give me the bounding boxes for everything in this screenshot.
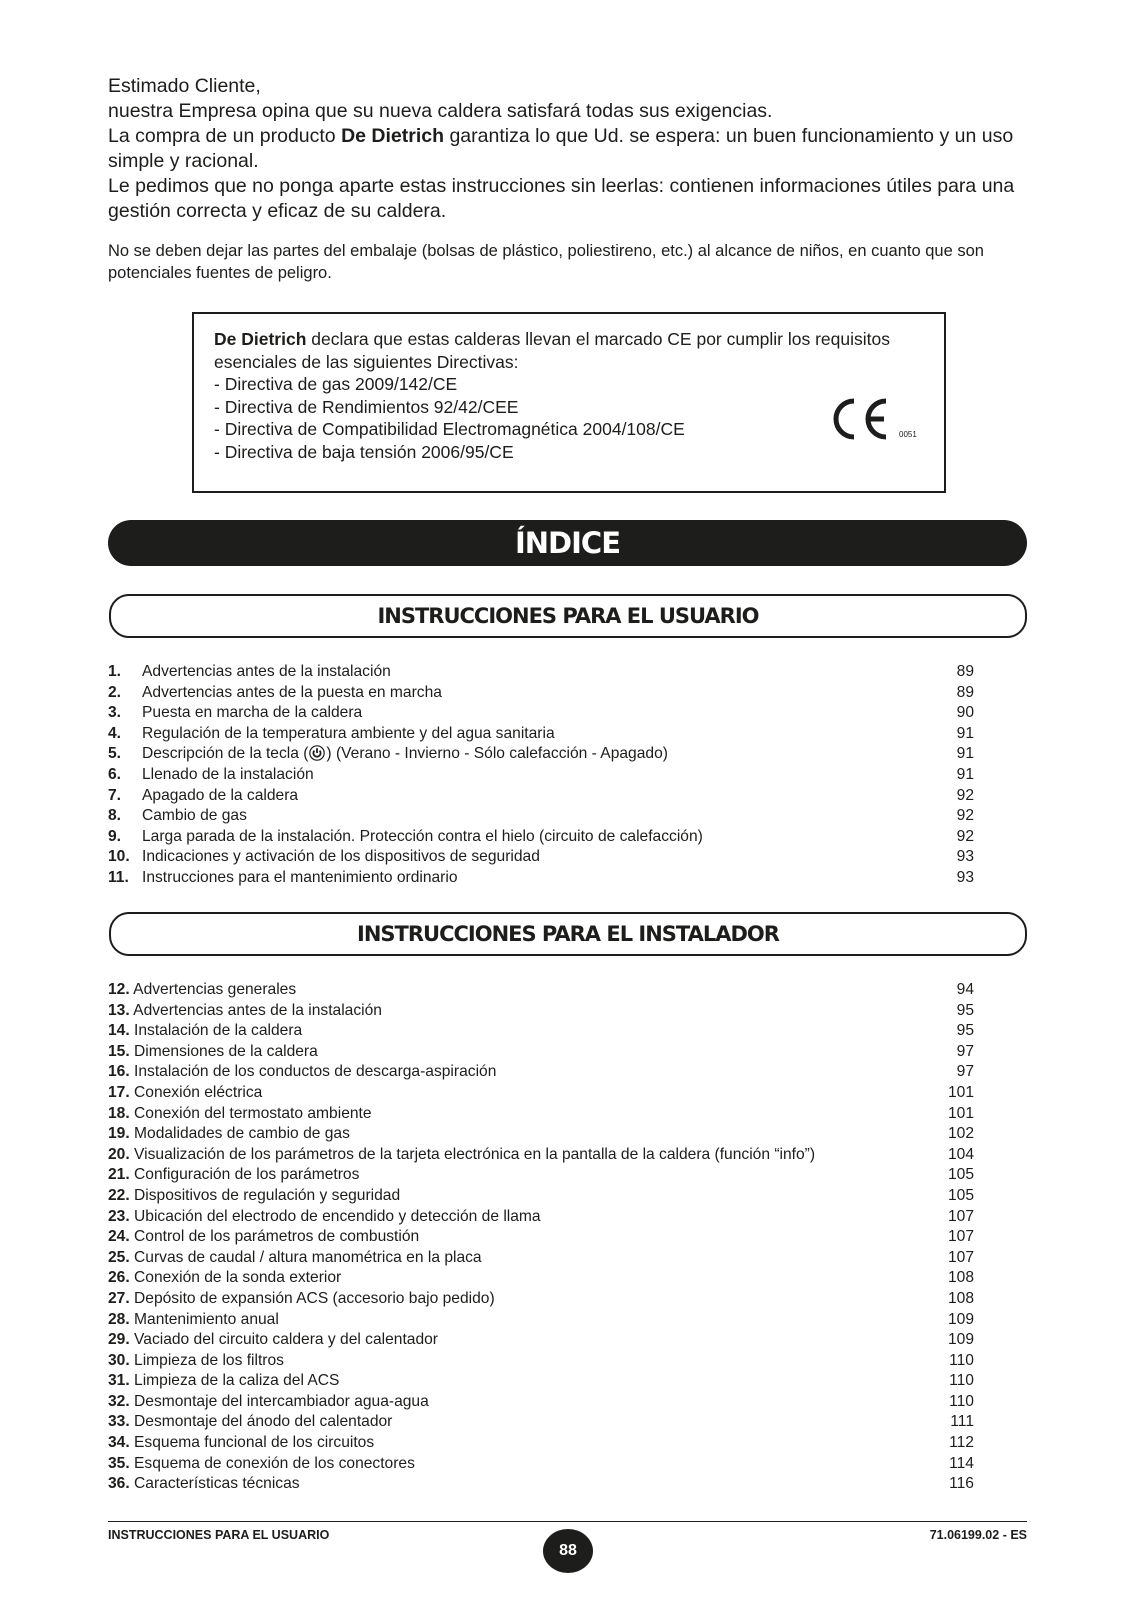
toc-item <box>108 847 974 868</box>
toc-page: 110 <box>949 1351 974 1369</box>
toc-title: Advertencias generales <box>133 981 297 998</box>
document-code: 71.06199.02 - ES <box>929 1528 1027 1542</box>
toc-page: 97 <box>956 1042 974 1060</box>
intro-line-2-post: garantiza lo que Ud. se espera: un buen funcionamiento y un uso simple y racional. <box>108 125 1014 172</box>
toc-item <box>108 1186 974 1207</box>
toc-item <box>108 1454 974 1475</box>
toc-number: 15. <box>108 1042 130 1060</box>
toc-item <box>108 703 974 724</box>
toc-page: 95 <box>956 1001 974 1019</box>
toc-title: Curvas de caudal / altura manométrica en la placa <box>134 1248 482 1266</box>
toc-title: Visualización de los parámetros de la tarjeta electrónica en la pantalla de la caldera (función “info”) <box>134 1145 816 1163</box>
directive-item: - Directiva de gas 2009/142/CE <box>214 374 458 394</box>
toc-title: Depósito de expansión ACS (accesorio bajo pedido) <box>134 1289 495 1307</box>
toc-title: Advertencias antes de la puesta en marcha <box>142 683 442 701</box>
toc-page: 90 <box>956 704 974 722</box>
toc-item <box>108 1207 974 1228</box>
intro-line-2-pre: La compra de un producto <box>108 125 342 147</box>
toc-title: Desmontaje del intercambiador agua-agua <box>134 1392 429 1410</box>
toc-title: Esquema funcional de los circuitos <box>134 1434 375 1452</box>
toc-item <box>108 1351 974 1372</box>
intro-line-3: Le pedimos que no ponga aparte estas instrucciones sin leerlas: contienen informaciones útiles para una gestión correcta y eficaz de su caldera. <box>108 175 1015 222</box>
toc-number: 1. <box>108 663 122 680</box>
ce-declaration-box <box>192 312 946 493</box>
toc-number: 26. <box>108 1269 130 1287</box>
packaging-warning: No se deben dejar las partes del embalaje (bolsas de plástico, poliestireno, etc.) al alcance de niños, en cuanto que son potenciales fuentes de peligro. <box>108 242 984 282</box>
toc-item <box>108 1474 974 1495</box>
toc-item <box>108 868 974 889</box>
toc-page: 93 <box>956 848 974 866</box>
toc-number: 14. <box>108 1022 130 1040</box>
toc-page: 93 <box>956 868 974 886</box>
installer-section-heading-label: INSTRUCCIONES PARA EL INSTALADOR <box>357 922 779 946</box>
toc-title: Conexión de la sonda exterior <box>134 1269 342 1287</box>
user-toc-list <box>108 662 974 889</box>
toc-title: Instalación de la caldera <box>134 1022 303 1040</box>
toc-page: 92 <box>956 786 974 804</box>
page-number: 88 <box>559 1542 577 1559</box>
toc-number: 30. <box>108 1351 130 1369</box>
toc-item <box>108 786 974 807</box>
toc-title: Vaciado del circuito caldera y del calentador <box>134 1331 438 1349</box>
toc-title: Larga parada de la instalación. Protección contra el hielo (circuito de calefacción) <box>142 827 703 845</box>
toc-title: Características técnicas <box>134 1475 300 1493</box>
toc-number: 11. <box>108 868 129 886</box>
toc-number: 21. <box>108 1166 130 1184</box>
toc-title: Cambio de gas <box>142 807 247 825</box>
toc-title: Modalidades de cambio de gas <box>134 1125 350 1143</box>
toc-number: 33. <box>108 1413 130 1431</box>
intro-line-2 <box>108 124 1038 174</box>
toc-number: 6. <box>108 765 122 783</box>
toc-title: Instrucciones para el mantenimiento ordinario <box>142 868 458 886</box>
index-title: ÍNDICE <box>514 526 620 560</box>
toc-number: 12. <box>108 981 130 998</box>
ce-text: declara que estas calderas llevan el marcado CE por cumplir los requisitos esenciales de las siguientes Directivas: <box>214 329 891 372</box>
footer-section-label: INSTRUCCIONES PARA EL USUARIO <box>108 1528 330 1542</box>
toc-title: Regulación de la temperatura ambiente y del agua sanitaria <box>142 724 555 742</box>
ce-declaration-text <box>214 328 924 373</box>
toc-page: 114 <box>949 1454 974 1472</box>
toc-title: Indicaciones y activación de los dispositivos de seguridad <box>142 848 540 866</box>
toc-item <box>108 806 974 827</box>
toc-item <box>108 827 974 848</box>
toc-title: Advertencias antes de la instalación <box>133 1001 382 1019</box>
page-number-badge <box>543 1529 593 1573</box>
toc-page: 110 <box>949 1372 974 1390</box>
toc-number: 9. <box>108 827 122 845</box>
intro-line-1: nuestra Empresa opina que su nueva caldera satisfará todas sus exigencias. <box>108 100 773 122</box>
ce-number: 0051 <box>899 430 917 439</box>
toc-item <box>108 1412 974 1433</box>
toc-page: 97 <box>956 1063 974 1081</box>
intro-text <box>108 74 1038 224</box>
toc-page: 107 <box>947 1248 974 1266</box>
installer-toc-list <box>108 980 974 1495</box>
toc-title: Puesta en marcha de la caldera <box>142 704 363 722</box>
toc-item <box>108 744 974 765</box>
toc-number: 23. <box>108 1207 130 1225</box>
toc-title: Configuración de los parámetros <box>134 1166 360 1184</box>
toc-number: 13. <box>108 1001 130 1019</box>
toc-number: 20. <box>108 1145 130 1163</box>
toc-item <box>108 1104 974 1125</box>
toc-item <box>108 1310 974 1331</box>
toc-item <box>108 1165 974 1186</box>
toc-page: 107 <box>947 1207 974 1225</box>
toc-title: Control de los parámetros de combustión <box>134 1228 420 1246</box>
toc-page: 95 <box>956 1022 974 1040</box>
footer-divider <box>108 1521 1027 1522</box>
toc-page: 110 <box>949 1392 974 1410</box>
user-section-heading-label: INSTRUCCIONES PARA EL USUARIO <box>377 604 759 628</box>
greeting: Estimado Cliente, <box>108 75 261 97</box>
toc-number: 19. <box>108 1125 130 1143</box>
toc-title: Mantenimiento anual <box>134 1310 279 1328</box>
toc-item <box>108 1021 974 1042</box>
toc-page: 102 <box>947 1125 974 1143</box>
toc-number: 4. <box>108 724 122 742</box>
toc-page: 91 <box>956 765 974 783</box>
toc-number: 27. <box>108 1289 130 1307</box>
toc-title: Advertencias antes de la instalación <box>142 663 391 680</box>
toc-item <box>108 1248 974 1269</box>
toc-number: 28. <box>108 1310 130 1328</box>
toc-page: 92 <box>956 827 974 845</box>
toc-item <box>108 980 974 1001</box>
toc-item <box>108 662 974 683</box>
toc-number: 24. <box>108 1228 130 1246</box>
toc-item <box>108 1042 974 1063</box>
toc-number: 10. <box>108 848 130 866</box>
toc-page: 105 <box>947 1166 974 1184</box>
toc-page: 94 <box>956 981 974 998</box>
toc-page: 104 <box>947 1145 974 1163</box>
toc-item <box>108 1227 974 1248</box>
toc-number: 34. <box>108 1434 130 1452</box>
toc-number: 18. <box>108 1104 130 1122</box>
toc-page: 109 <box>947 1331 974 1349</box>
toc-item <box>108 1371 974 1392</box>
toc-item <box>108 1062 974 1083</box>
toc-title: Conexión eléctrica <box>134 1083 263 1101</box>
toc-page: 116 <box>949 1475 974 1493</box>
toc-title: Desmontaje del ánodo del calentador <box>134 1413 393 1431</box>
toc-item <box>108 1145 974 1166</box>
toc-page: 101 <box>947 1083 974 1101</box>
toc-number: 8. <box>108 807 122 825</box>
toc-number: 7. <box>108 786 122 804</box>
toc-page: 91 <box>956 724 974 742</box>
toc-page: 108 <box>947 1289 974 1307</box>
toc-item <box>108 1330 974 1351</box>
ce-brand: De Dietrich <box>214 329 307 349</box>
toc-page: 89 <box>956 683 974 701</box>
toc-page: 101 <box>947 1104 974 1122</box>
toc-page: 108 <box>947 1269 974 1287</box>
toc-item <box>108 1268 974 1289</box>
user-section-heading <box>109 594 1027 638</box>
installer-section-heading <box>109 912 1027 956</box>
toc-page: 89 <box>956 663 974 680</box>
brand-name: De Dietrich <box>341 125 445 147</box>
toc-item <box>108 1124 974 1145</box>
toc-title: Limpieza de la caliza del ACS <box>134 1372 340 1390</box>
toc-title: Instalación de los conductos de descarga-aspiración <box>134 1063 497 1081</box>
toc-item <box>108 765 974 786</box>
toc-title: Limpieza de los filtros <box>134 1351 284 1369</box>
toc-number: 25. <box>108 1248 130 1266</box>
toc-item <box>108 1433 974 1454</box>
toc-title-post: ) (Verano - Invierno - Sólo calefacción - Apagado) <box>326 745 668 763</box>
toc-item <box>108 1289 974 1310</box>
toc-page: 91 <box>956 745 974 763</box>
ce-mark-icon <box>830 396 926 442</box>
toc-item <box>108 1392 974 1413</box>
toc-title: Apagado de la caldera <box>142 786 299 804</box>
toc-number: 16. <box>108 1063 130 1081</box>
directive-item: - Directiva de Compatibilidad Electromagnética 2004/108/CE <box>214 419 685 439</box>
toc-title: Dispositivos de regulación y seguridad <box>134 1186 401 1204</box>
toc-title: Conexión del termostato ambiente <box>134 1104 372 1122</box>
toc-title: Ubicación del electrodo de encendido y detección de llama <box>134 1207 541 1225</box>
toc-title: Dimensiones de la caldera <box>134 1042 318 1060</box>
directive-item: - Directiva de Rendimientos 92/42/CEE <box>214 396 519 417</box>
toc-page: 109 <box>947 1310 974 1328</box>
toc-page: 105 <box>947 1186 974 1204</box>
toc-number: 36. <box>108 1475 130 1493</box>
toc-page: 111 <box>950 1413 974 1431</box>
toc-number: 2. <box>108 683 122 701</box>
toc-number: 3. <box>108 704 122 722</box>
directive-item: - Directiva de baja tensión 2006/95/CE <box>214 441 514 462</box>
toc-title: Esquema de conexión de los conectores <box>134 1454 415 1472</box>
toc-page: 112 <box>949 1434 974 1452</box>
toc-item <box>108 1083 974 1104</box>
toc-item <box>108 1001 974 1022</box>
toc-page: 92 <box>956 807 974 825</box>
toc-number: 35. <box>108 1454 130 1472</box>
toc-number: 29. <box>108 1331 130 1349</box>
toc-number: 31. <box>108 1372 130 1390</box>
toc-number: 22. <box>108 1186 130 1204</box>
toc-number: 32. <box>108 1392 130 1410</box>
toc-page: 107 <box>947 1228 974 1246</box>
toc-item <box>108 724 974 745</box>
toc-title: Llenado de la instalación <box>142 765 314 783</box>
toc-item <box>108 683 974 704</box>
toc-title-pre: Descripción de la tecla ( <box>142 745 309 763</box>
toc-number: 17. <box>108 1083 130 1101</box>
index-title-bar <box>108 520 1027 566</box>
toc-number: 5. <box>108 745 122 763</box>
